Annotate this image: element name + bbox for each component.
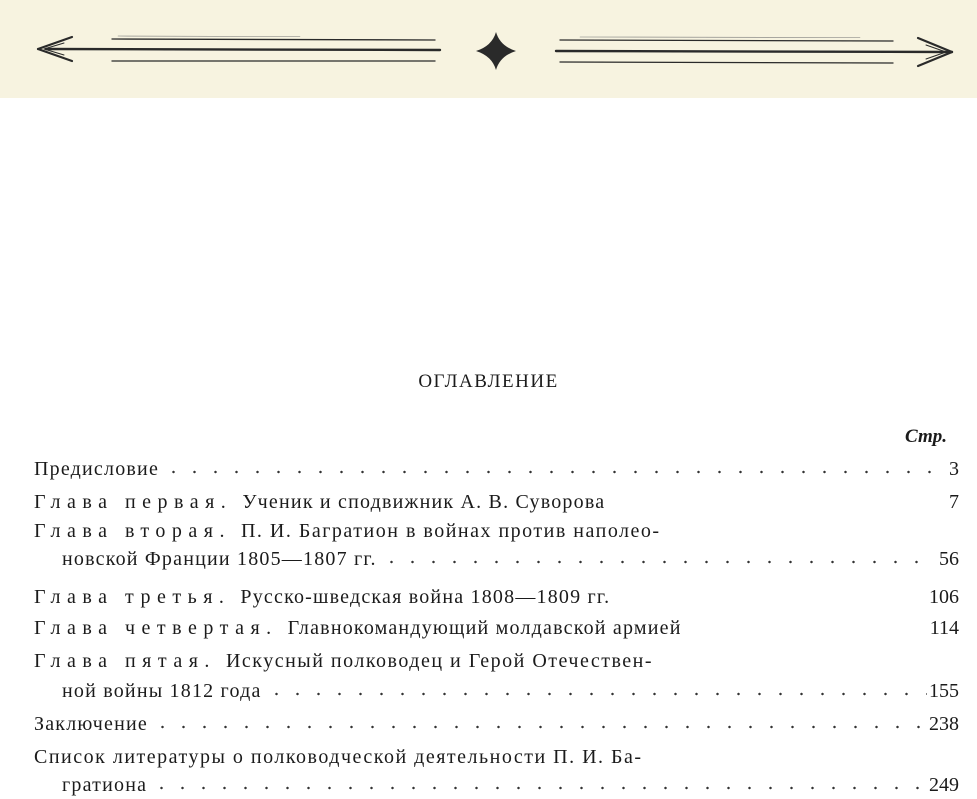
toc-page-number: 155 xyxy=(929,680,959,702)
toc-page-number: 238 xyxy=(929,713,959,735)
toc-page-number: 249 xyxy=(929,774,959,796)
chapter-title: Главнокомандующий молдавской армией xyxy=(287,617,682,639)
dot-leader xyxy=(381,557,933,567)
chapter-label: Глава вторая. xyxy=(34,520,231,542)
toc-entry-text: Предисловие xyxy=(34,458,160,480)
toc-entry-conclusion xyxy=(34,710,959,736)
toc-page-number: 3 xyxy=(949,458,959,480)
toc-entry-chapter-4 xyxy=(34,614,959,640)
chapter-title-line-2: новской Франции 1805—1807 гг. xyxy=(62,548,377,570)
dot-leader xyxy=(266,689,927,699)
toc-entry-chapter-3 xyxy=(34,583,959,609)
toc-entry-chapter-2 xyxy=(34,517,867,543)
chapter-label: Глава пятая. xyxy=(34,650,216,672)
chapter-label: Глава первая. xyxy=(34,491,233,513)
toc-entry-text: Заключение xyxy=(34,713,148,735)
chapter-title: Русско-шведская война 1808—1809 гг. xyxy=(240,586,611,608)
toc-entry-text-line-2: гратиона xyxy=(62,774,148,796)
arrow-ornament-icon xyxy=(0,0,977,98)
chapter-title-line-1: Искусный полководец и Герой Отечествен- xyxy=(225,650,654,672)
toc-entry-bibliography xyxy=(34,743,867,769)
chapter-title-line-1: П. И. Багратион в войнах против наполео- xyxy=(240,520,661,542)
page-title: ОГЛАВЛЕНИЕ xyxy=(418,371,559,392)
toc-page-number: 106 xyxy=(929,586,959,608)
toc-entry-chapter-5 xyxy=(34,647,867,673)
dot-leader xyxy=(163,467,933,477)
chapter-title: Ученик и сподвижник А. В. Суворова xyxy=(242,491,606,513)
toc-entry-bibliography-cont xyxy=(62,771,959,797)
toc-entry-text-line-1: Список литературы о полководческой деятельности П. И. Ба- xyxy=(34,746,643,768)
toc-entry-preface xyxy=(34,455,959,481)
page-column-label: Стр. xyxy=(905,426,947,447)
chapter-title-line-2: ной войны 1812 года xyxy=(62,680,262,702)
toc-page-number: 56 xyxy=(939,548,959,570)
toc-page-number: 7 xyxy=(949,491,959,513)
dot-leader xyxy=(151,783,927,793)
ornament-band xyxy=(0,0,977,98)
toc-entry-chapter-5-cont xyxy=(62,677,959,703)
toc-page-number: 114 xyxy=(929,617,959,639)
toc-entry-chapter-1 xyxy=(34,488,959,514)
chapter-label: Глава третья. xyxy=(34,586,231,608)
dot-leader xyxy=(152,722,927,732)
chapter-label: Глава четвертая. xyxy=(34,617,278,639)
toc-entry-chapter-2-cont xyxy=(62,545,959,571)
